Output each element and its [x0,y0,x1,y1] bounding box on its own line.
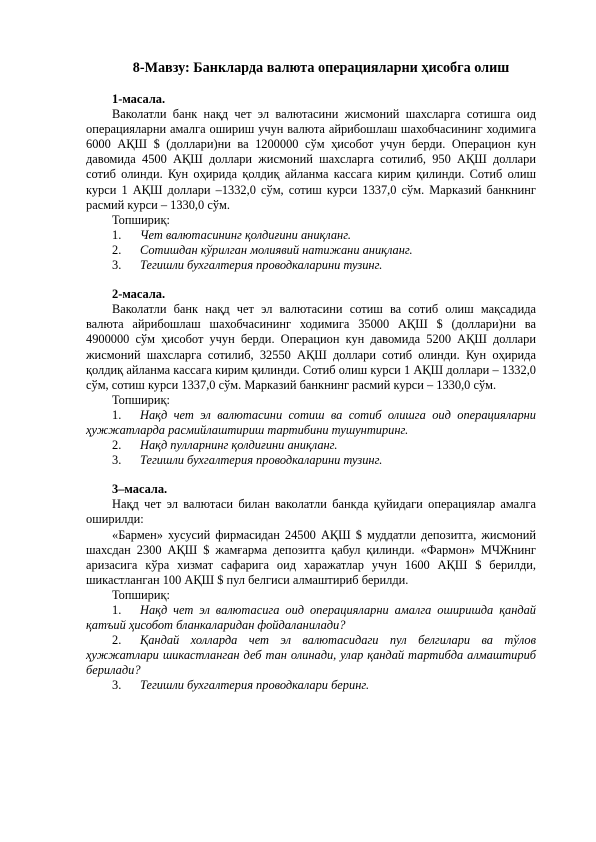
task-item-number: 3. [112,453,122,468]
task-label: Топшириқ: [112,392,170,407]
page-title: 8-Мавзу: Банкларда валюта операцияларни ҳисобга олиш [132,60,510,76]
task-item-text: Тегишли бухгалтерия проводкалари беринг. [140,678,370,693]
task-item-number: 2. [112,242,122,257]
task-heading: 1-масала. [112,92,166,106]
task-item [86,258,536,273]
task-item-text: Тегишли бухгалтерия проводкаларини тузинг. [140,453,383,468]
task-item-number: 2. [112,438,122,453]
task-item-number: 3. [112,678,122,693]
task-item-text: Нақд чет эл валютасига оид операцияларни амалга оширишда қандай қатъий ҳисобот бланкаларидан фойдаланилади? [86,603,536,633]
task-paragraph: Ваколатли банк нақд чет эл валютасини сотиш ва сотиб олиш мақсадида валюта айрибошлаш шахобчасининг ходимига 35000 АҚШ $ (доллари)ни ва 4900000 сўм ҳисобот учун берди. Операцион кун давомида 5200 АҚШ доллари жисмоний шахсларга сотилиб, 32550 АҚШ доллари сотиб олинди. Кун оҳирида қолдиқ айланма кассага кирим қилинди. Сотиб олиш курси 1 АҚШ доллари – 1332,0 сўм, сотиш курси 1337,0 сўм. Марказий банкнинг расмий курси – 1330,0 сўм. [86,302,536,392]
task-item [86,603,536,633]
task-item [86,408,536,438]
task-item-text: Қандай холларда чет эл валютасидаги пул белгилари ва тўлов ҳужжатлари шикастланган деб тан олинади, улар қандай тартибда алмаштириб берилади? [86,633,536,678]
task-item-number: 2. [112,633,122,648]
task-section [86,287,536,468]
task-item [86,678,536,693]
task-paragraph: Нақд чет эл валютаси билан ваколатли банкда қуйидаги операциялар амалга оширилди: [86,497,536,527]
task-item-number: 1. [112,407,122,422]
task-item [86,228,536,243]
task-item-text: Тегишли бухгалтерия проводкаларини тузинг. [140,258,383,273]
task-label: Топшириқ: [112,212,170,227]
task-item-text: Нақд пулларнинг қолдиғини аниқланг. [140,438,338,453]
task-item-text: Нақд чет эл валютасини сотиш ва сотиб олишга оид операцияларни ҳужжатларда расмийлаштириш тартибини тушунтиринг. [86,407,536,437]
task-paragraph: «Бармен» хусусий фирмасидан 24500 АҚШ $ муддатли депозитга, жисмоний шахсдан 2300 АҚШ $ жамғарма депозитга қабул қилинди. «Фармон» МЧЖнинг аризасига кўра хизмат сафарига оид харажатлар учун 1600 АҚШ $ берилди, шикастланган 100 АҚШ $ пул белгиси алмаштириб берилди. [86,527,536,587]
task-item [86,633,536,678]
task-section [86,482,536,693]
section-gap [86,468,536,482]
task-heading: 3–масала. [112,482,168,497]
section-gap [86,273,536,287]
task-item-number: 3. [112,258,122,273]
task-item-number: 1. [112,603,122,617]
task-item [86,438,536,453]
task-item [86,453,536,468]
task-item-text: Сотишдан кўрилган молиявий натижани аниқланг. [140,242,413,257]
task-item [86,243,536,258]
task-heading: 2-масала. [112,287,166,302]
task-section [86,92,536,273]
task-label: Топшириқ: [112,587,170,602]
task-item-number: 1. [112,227,122,242]
task-item-text: Чет валютасининг қолдиғини аниқланг. [140,227,351,242]
document-body [86,92,536,694]
task-paragraph: Ваколатли банк нақд чет эл валютасини жисмоний шахсларга сотишга оид операцияларни амалга ошириш учун валюта айрибошлаш шахобчасининг ходимига 6000 АҚШ $ (доллари)ни ва 1200000 сўм ҳисобот учун берди. Операцион кун давомида 4500 АҚШ доллари жисмоний шахсларга сотилиб, 950 АҚШ доллари сотиб олинди. Кун оҳирида қолдиқ айланма кассага кирим қилинди. Сотиб олиш курси 1 АҚШ доллари –1332,0 сўм, сотиш курси 1337,0 сўм. Марказий банкнинг расмий курси – 1330,0 сўм. [86,107,536,212]
